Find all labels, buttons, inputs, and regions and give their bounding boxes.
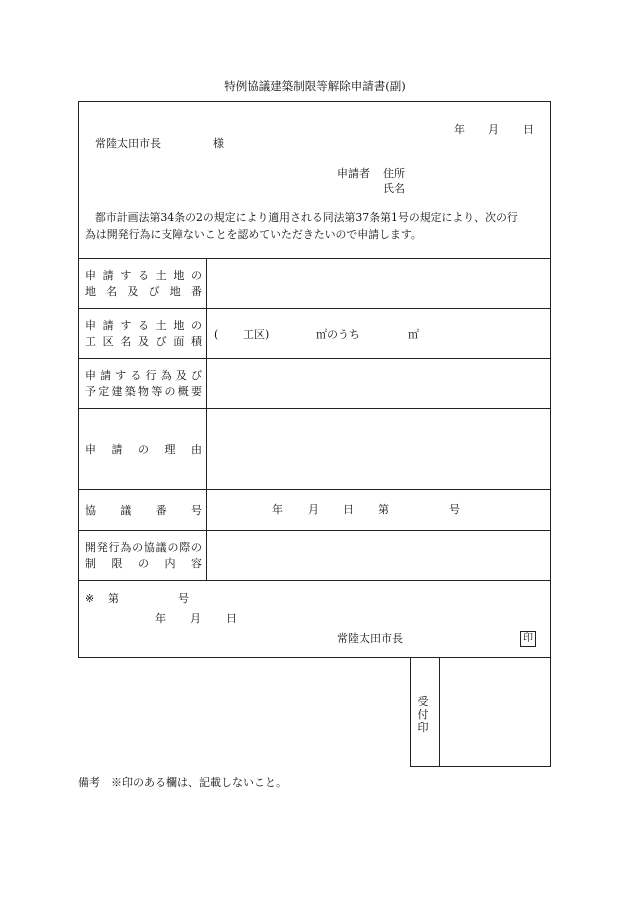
statement-line-1: 都市計画法第34条の2の規定により適用される同法第37条第1号の規定により、次の行 bbox=[95, 211, 518, 224]
row-divider bbox=[78, 358, 551, 359]
table-border-bottom bbox=[78, 657, 551, 658]
consult-year: 年 bbox=[272, 503, 283, 516]
official-day: 日 bbox=[226, 612, 237, 625]
consult-day: 日 bbox=[343, 503, 354, 516]
restriction-content-label: 開発行為の協議の際の 制限の内容 bbox=[85, 541, 202, 570]
district-area-of: ㎡のうち bbox=[316, 328, 360, 341]
consult-dai: 第 bbox=[378, 503, 389, 516]
receipt-stamp-label: 受 付 印 bbox=[417, 695, 429, 734]
district-open-paren: ( bbox=[214, 328, 219, 341]
consultation-number-label: 協議番号 bbox=[85, 504, 202, 517]
row-divider bbox=[78, 530, 551, 531]
row-divider bbox=[78, 580, 551, 581]
district-ward: 工区) bbox=[243, 328, 270, 341]
reason-label: 申請の理由 bbox=[85, 443, 202, 456]
official-dai: 第 bbox=[108, 592, 119, 605]
district-area-unit: ㎡ bbox=[408, 328, 419, 341]
table-border-right bbox=[550, 101, 551, 767]
row-divider bbox=[78, 408, 551, 409]
date-month: 月 bbox=[488, 123, 499, 136]
consult-go: 号 bbox=[449, 503, 460, 516]
district-area-label: 申請する土地の 工区名及び面積 bbox=[85, 319, 202, 348]
addressee-honorific: 様 bbox=[213, 137, 224, 150]
applicant-label: 申請者 bbox=[337, 167, 370, 180]
row-divider bbox=[78, 308, 551, 309]
planned-act-label: 申請する行為及び 予定建築物等の概要 bbox=[85, 369, 202, 398]
land-location-label: 申請する土地の 地名及び地番 bbox=[85, 269, 202, 298]
date-year: 年 bbox=[454, 123, 465, 136]
row-divider bbox=[78, 489, 551, 490]
statement-line-2: 為は開発行為に支障ないことを認めていただきたいので申請します。 bbox=[85, 228, 422, 241]
receipt-box-left bbox=[410, 657, 411, 767]
form-title: 特例協議建築制限等解除申請書(副) bbox=[224, 79, 406, 93]
footnote: 備考 ※印のある欄は、記載しないこと。 bbox=[78, 776, 287, 789]
official-seal: 印 bbox=[520, 631, 536, 647]
receipt-box-divider bbox=[439, 657, 440, 767]
official-mark: ※ bbox=[85, 592, 95, 605]
official-month: 月 bbox=[190, 612, 201, 625]
official-mayor: 常陸太田市長 bbox=[337, 632, 403, 645]
receipt-box-bottom bbox=[410, 766, 551, 767]
addressee: 常陸太田市長 bbox=[95, 137, 161, 150]
table-border-top bbox=[78, 101, 551, 102]
date-day: 日 bbox=[523, 123, 534, 136]
table-border-left bbox=[78, 101, 79, 658]
consult-month: 月 bbox=[308, 503, 319, 516]
official-go: 号 bbox=[178, 592, 189, 605]
label-column-divider bbox=[206, 258, 207, 581]
address-label: 住所 bbox=[383, 167, 405, 180]
name-label: 氏名 bbox=[383, 182, 405, 195]
official-year: 年 bbox=[155, 612, 166, 625]
row-divider bbox=[78, 258, 551, 259]
